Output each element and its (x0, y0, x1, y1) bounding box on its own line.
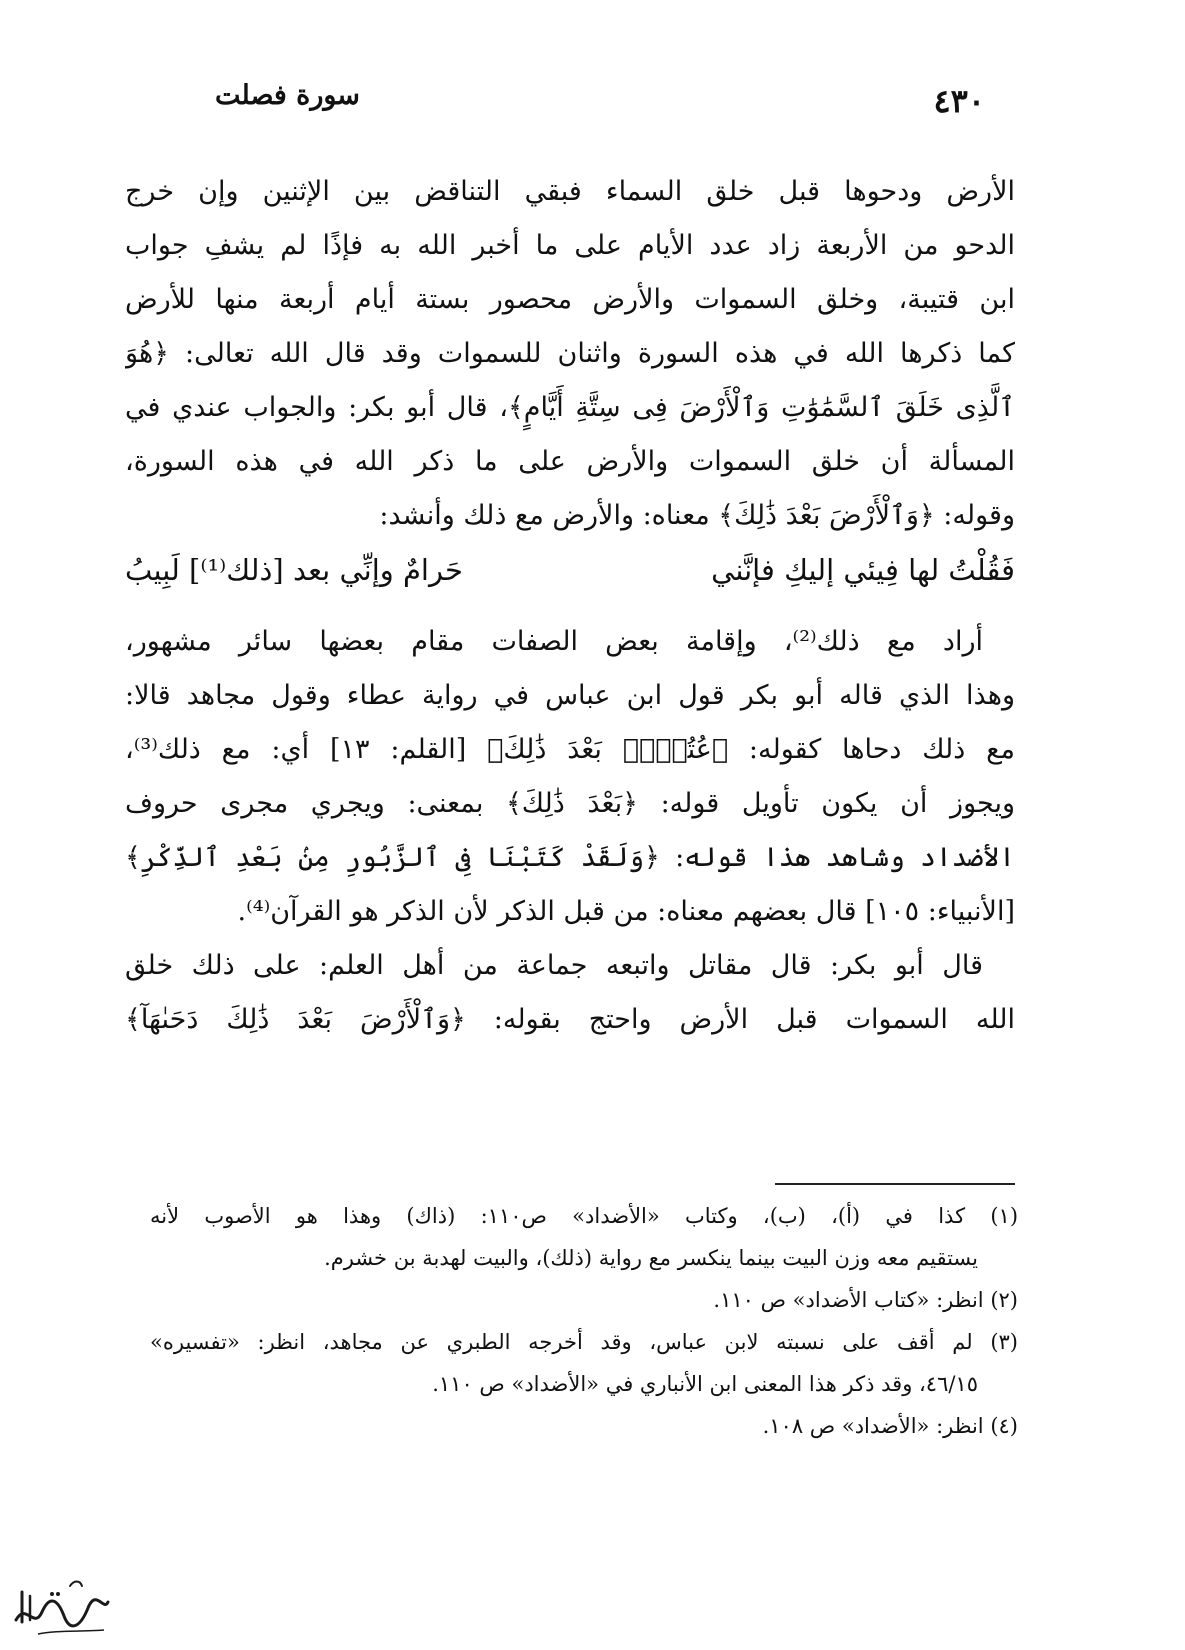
poetry-verse (125, 543, 1015, 597)
watermark-logo (8, 1572, 113, 1644)
paragraph-first-line: قال أبو بكر: قال مقاتل واتبعه جماعة من أهل العلم: على ذلك خلق (125, 950, 983, 981)
paragraph-first-line: أراد مع ذلك⁽²⁾، وإقامة بعض الصفات مقام بعضها سائر مشهور، (125, 626, 984, 657)
footnotes (150, 1195, 1018, 1447)
verse-second-hemistich: حَرامٌ وإنِّي بعد [ذلك⁽¹⁾] لَبِيبُ (125, 553, 463, 587)
main-text (125, 165, 1015, 1047)
page-header (215, 80, 985, 130)
text-line: ويجوز أن يكون تأويل قوله: ﴿بَعْدَ ذَٰلِكَ﴾ بمعنى: ويجري مجرى حروف (125, 788, 1015, 819)
text-line: المسألة أن خلق السموات والأرض على ما ذكر الله في هذه السورة، (125, 446, 1015, 477)
page-number: ٤٣٠ (933, 82, 985, 120)
footnote-separator (775, 1183, 1015, 1185)
text-line: وقوله: ﴿وَٱلْأَرْضَ بَعْدَ ذَٰلِكَ﴾ معناه: والأرض مع ذلك وأنشد: (379, 500, 1015, 531)
footnote-1-continued: يستقيم معه وزن البيت بينما ينكسر مع رواية (ذلك)، والبيت لهدبة بن خشرم. (324, 1246, 978, 1270)
spacer (125, 597, 1015, 615)
text-line: الأضداد وشاهد هذا قوله: ﴿وَلَقَدْ كَتَبْنَا فِى ٱلزَّبُورِ مِنۢ بَعْدِ ٱلذِّكْرِ﴾ (125, 842, 1015, 873)
text-line: مع ذلك دحاها كقوله: ﴿عُتُلٍّۭ بَعْدَ ذَٰلِكَ﴾ [القلم: ١٣] أي: مع ذلك⁽³⁾، (125, 734, 1015, 765)
text-line: الدحو من الأربعة زاد عدد الأيام على ما أخبر الله به فإذًا لم يشفِ جواب (125, 230, 1015, 261)
text-line: ٱلَّذِى خَلَقَ ٱلسَّمَٰوَٰتِ وَٱلْأَرْضَ فِى سِتَّةِ أَيَّامٍ﴾، قال أبو بكر: والجواب عندي في (125, 392, 1015, 423)
text-line: وهذا الذي قاله أبو بكر قول ابن عباس في رواية عطاء وقول مجاهد قالا: (125, 680, 1015, 711)
text-line: الأرض ودحوها قبل خلق السماء فبقي التناقض بين الإثنين وإن خرج (125, 176, 1015, 207)
footnote-3: (٣) لم أقف على نسبته لابن عباس، وقد أخرجه الطبري عن مجاهد، انظر: «تفسيره» (150, 1330, 1018, 1354)
footnote-3-continued: ٤٦/١٥، وقد ذكر هذا المعنى ابن الأنباري في «الأضداد» ص ١١٠. (432, 1372, 978, 1396)
footnote-1: (١) كذا في (أ)، (ب)، وكتاب «الأضداد» ص١١٠: (ذاك) وهذا هو الأصوب لأنه (150, 1204, 1018, 1228)
footnote-4: (٤) انظر: «الأضداد» ص ١٠٨. (762, 1414, 1018, 1438)
verse-first-hemistich: فَقُلْتُ لها فِيئي إليكِ فإنَّني (711, 553, 1015, 587)
text-line: [الأنبياء: ١٠٥] قال بعضهم معناه: من قبل الذكر لأن الذكر هو القرآن⁽⁴⁾. (237, 896, 1015, 927)
text-line: كما ذكرها الله في هذه السورة واثنان للسموات وقد قال الله تعالى: ﴿هُوَ (125, 338, 1015, 369)
footnote-2: (٢) انظر: «كتاب الأضداد» ص ١١٠. (713, 1288, 1018, 1312)
text-line: ابن قتيبة، وخلق السموات والأرض محصور بستة أيام أربعة منها للأرض (125, 284, 1015, 315)
text-line: الله السموات قبل الأرض واحتج بقوله: ﴿وَٱلْأَرْضَ بَعْدَ ذَٰلِكَ دَحَىٰهَآ﴾ (125, 1004, 1015, 1035)
running-title: سورة فصلت (215, 80, 360, 111)
